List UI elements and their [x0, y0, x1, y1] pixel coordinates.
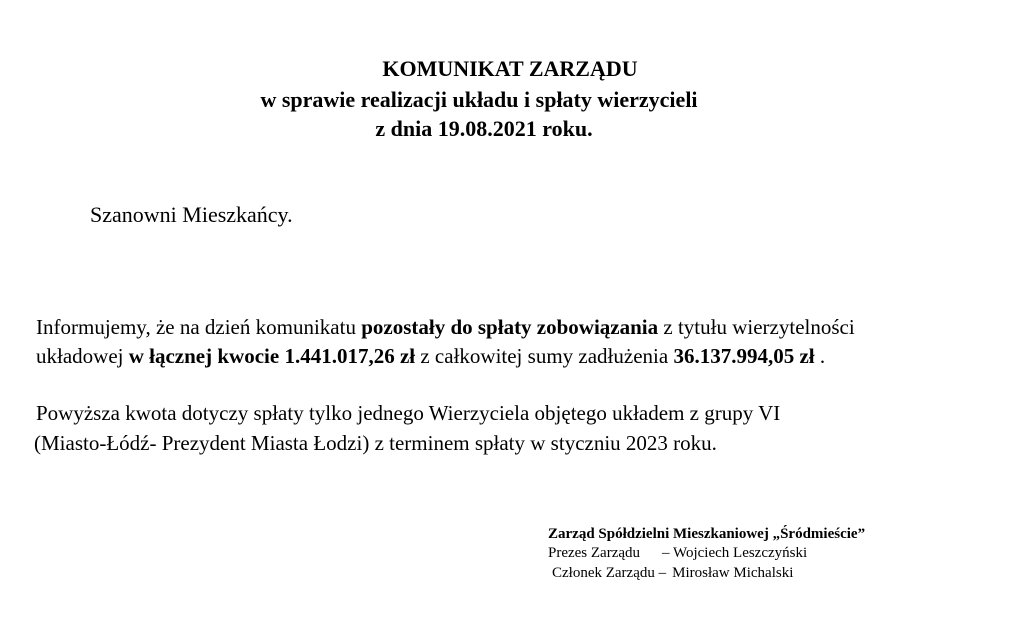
- total-amount: w łącznej kwocie 1.441.017,26 zł: [128, 344, 416, 368]
- text-segment: Informujemy, że na dzień komunikatu: [36, 315, 362, 339]
- president-name: – Wojciech Leszczyński: [662, 545, 808, 561]
- president-role: Prezes Zarządu: [548, 545, 641, 561]
- bold-segment: pozostały do spłaty zobowiązania: [361, 315, 659, 339]
- document-date: z dnia 19.08.2021 roku.: [375, 116, 593, 141]
- document-title: KOMUNIKAT ZARZĄDU: [382, 56, 638, 81]
- text-segment: z całkowitej sumy zadłużenia: [415, 344, 674, 368]
- paragraph-line: Powyższa kwota dotyczy spłaty tylko jednego Wierzyciela objętego układem z grupy VI: [36, 401, 781, 425]
- member-name: Mirosław Michalski: [672, 565, 794, 581]
- paragraph-line: (Miasto-Łódź- Prezydent Miasta Łodzi) z terminem spłaty w styczniu 2023 roku.: [34, 431, 717, 455]
- document-subtitle: w sprawie realizacji układu i spłaty wierzycieli: [260, 87, 698, 112]
- paragraph-line: [36, 312, 855, 342]
- text-segment: układowej: [36, 344, 129, 368]
- signature-member: [552, 563, 793, 583]
- total-debt-amount: 36.137.994,05 zł: [673, 344, 815, 368]
- signature-organization: Zarząd Spółdzielni Mieszkaniowej „Śródmieście”: [548, 526, 866, 542]
- signature-president: [548, 543, 807, 563]
- text-segment: .: [814, 344, 826, 368]
- member-role: Członek Zarządu –: [552, 565, 667, 581]
- greeting: Szanowni Mieszkańcy.: [90, 202, 293, 227]
- text-segment: z tytułu wierzytelności: [658, 315, 855, 339]
- paragraph-line: [36, 341, 825, 371]
